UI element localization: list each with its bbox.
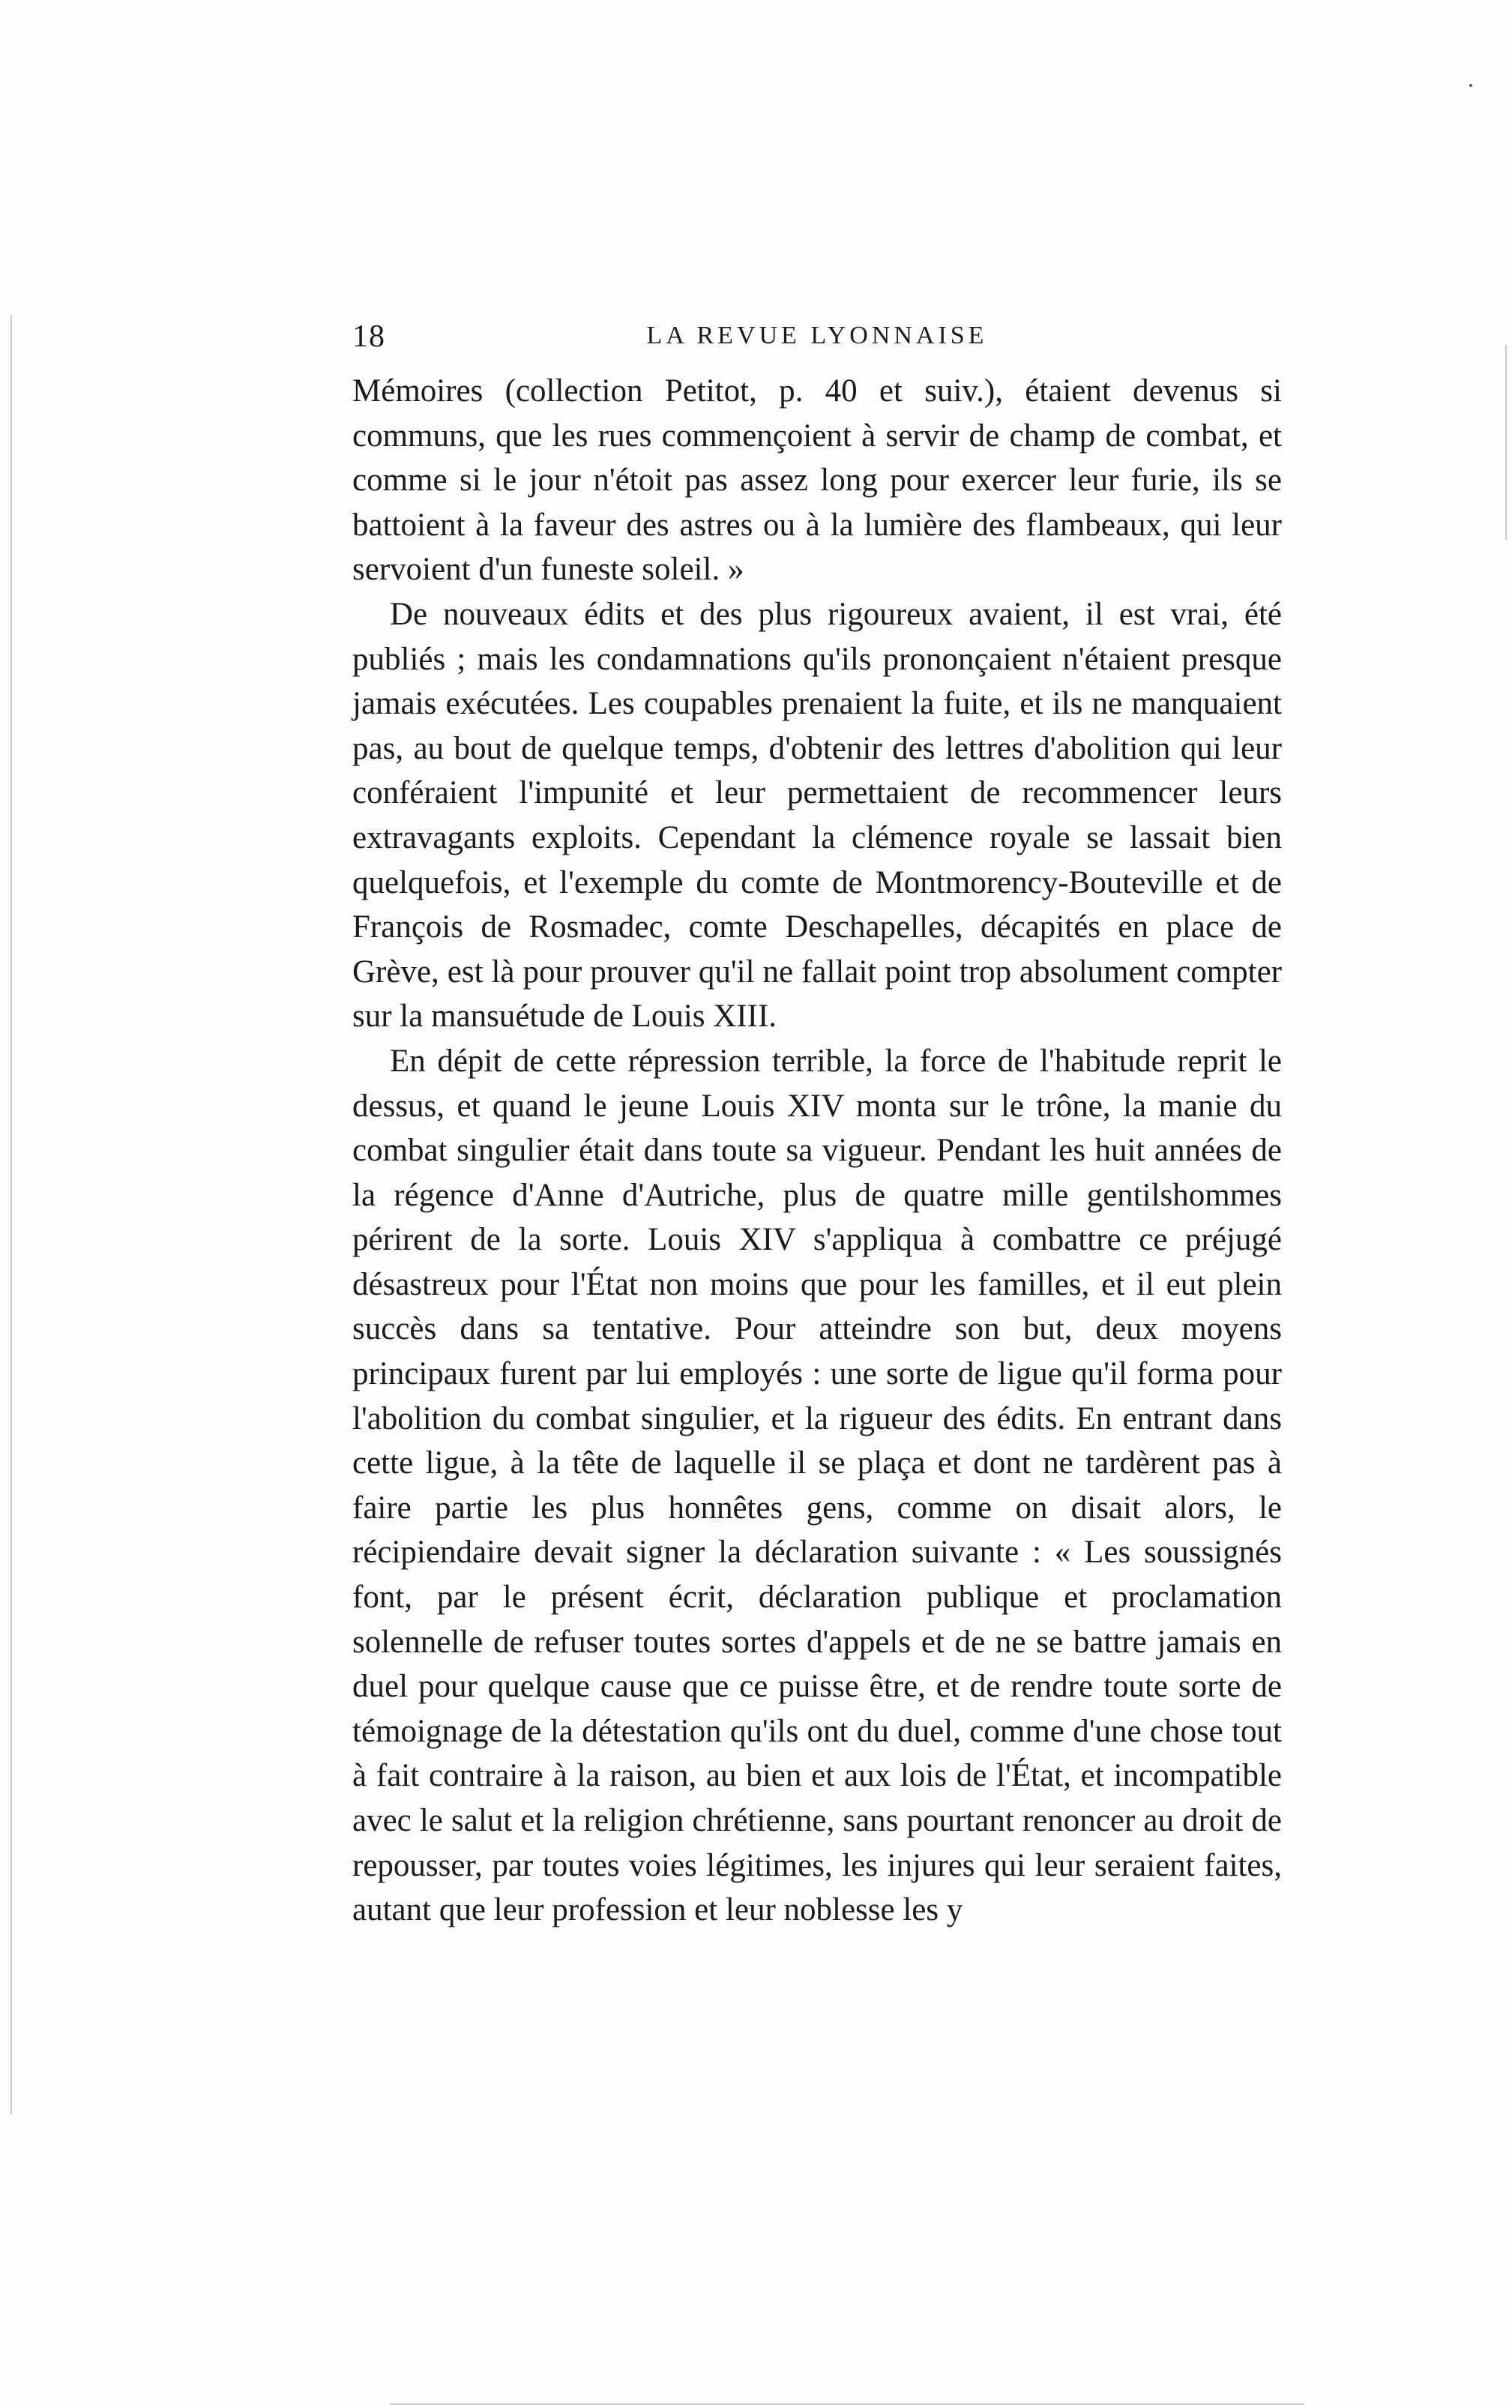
page-header bbox=[352, 319, 1282, 364]
right-edge-scan-line bbox=[1505, 345, 1507, 540]
page-number: 18 bbox=[352, 319, 385, 354]
bottom-scan-line bbox=[390, 2404, 1304, 2405]
scan-speck bbox=[1469, 84, 1472, 87]
body-text bbox=[352, 369, 1282, 1933]
paragraph-continued: Mémoires (collection Petitot, p. 40 et suiv.), étaient devenus si communs, que les rues commençoient à servir de champ de combat, et comme si le jour n'étoit pas assez long pour exercer leur furie, ils se battoient à la faveur des astres ou à la lumière des flambeaux, qui leur servoient d'un funeste soleil. » bbox=[352, 373, 1282, 588]
paragraph: En dépit de cette répression terrible, la force de l'habitude reprit le dessus, et quand le jeune Louis XIV monta sur le trône, la manie du combat singulier était dans toute sa vigueur. Pendant les huit années de la régence d'Anne d'Autriche, plus de quatre mille gentilshommes périrent de la sorte. Louis XIV s'appliqua à combattre ce préjugé désastreux pour l'État non moins que pour les familles, et il eut plein succès dans sa tentative. Pour atteindre son but, deux moyens principaux furent par lui employés : une sorte de ligue qu'il forma pour l'abolition du combat singulier, et la rigueur des édits. En entrant dans cette ligue, à la tête de laquelle il se plaça et dont ne tardèrent pas à faire partie les plus honnêtes gens, comme on disait alors, le récipiendaire devait signer la déclaration suivante : « Les soussignés font, par le présent écrit, déclaration publique et proclamation solennelle de refuser toutes sortes d'appels et de ne se battre jamais en duel pour quelque cause que ce puisse être, et de rendre toute sorte de témoignage de la détestation qu'ils ont du duel, comme d'une chose tout à fait contraire à la raison, au bien et aux lois de l'État, et incompatible avec le salut et la religion chrétienne, sans pourtant renoncer au droit de repousser, par toutes voies légitimes, les injures qui leur seraient faites, autant que leur profession et leur noblesse les y bbox=[352, 1043, 1282, 1928]
paragraph: De nouveaux édits et des plus rigoureux avaient, il est vrai, été publiés ; mais les condamnations qu'ils prononçaient n'étaient presque jamais exécutées. Les coupables prenaient la fuite, et ils ne manquaient pas, au bout de quelque temps, d'obtenir des lettres d'abolition qui leur conféraient l'impunité et leur permettaient de recommencer leurs extravagants exploits. Cependant la clémence royale se lassait bien quelquefois, et l'exemple du comte de Montmorency-Bouteville et de François de Rosmadec, comte Deschapelles, décapités en place de Grève, est là pour prouver qu'il ne fallait point trop absolument compter sur la mansuétude de Louis XIII. bbox=[352, 596, 1282, 1035]
left-edge-scan-line bbox=[10, 315, 12, 2114]
running-title: LA REVUE LYONNAISE bbox=[646, 322, 988, 349]
